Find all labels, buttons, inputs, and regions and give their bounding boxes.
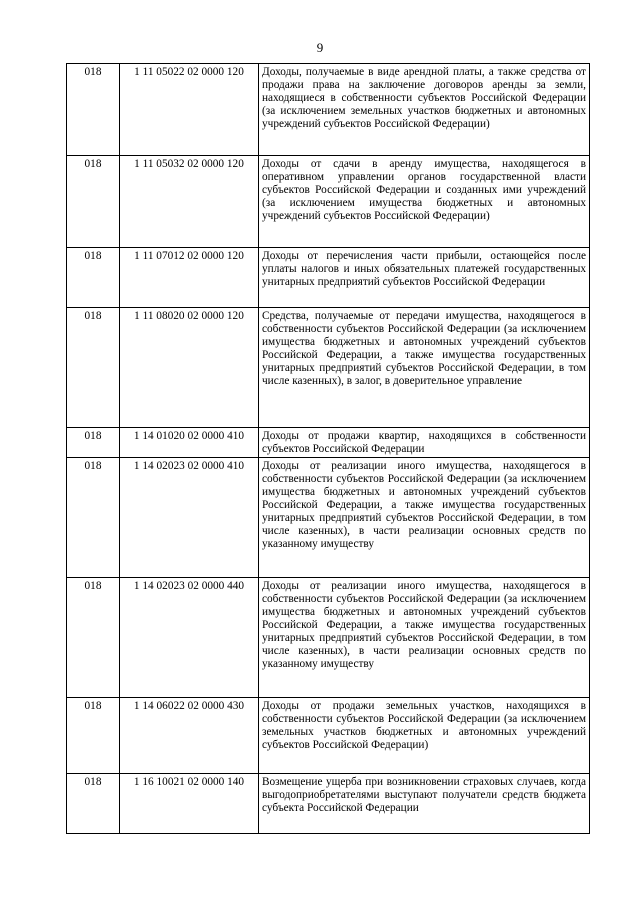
- table-row: [67, 428, 590, 458]
- revenue-description-cell: Доходы от реализации иного имущества, находящегося в собственности субъектов Российской Федерации (за исключением имущества бюджетных и автономных учреждений субъектов Российской Федерации, а также имущества государственных унитарных предприятий субъектов Российской Федерации, в том числе казенных), в части реализации основных средств по указанному имуществу: [259, 578, 590, 698]
- budget-classification-code-cell: 1 14 02023 02 0000 440: [120, 578, 259, 698]
- admin-code-cell: 018: [67, 308, 120, 428]
- revenue-description-cell: Доходы от продажи земельных участков, находящихся в собственности субъектов Российской Федерации (за исключением земельных участков бюджетных и автономных учреждений субъектов Российской Федерации): [259, 698, 590, 774]
- table-row: [67, 698, 590, 774]
- table-row: [67, 578, 590, 698]
- admin-code-cell: 018: [67, 248, 120, 308]
- budget-classification-code-cell: 1 11 05022 02 0000 120: [120, 64, 259, 156]
- revenue-codes-table: [66, 63, 590, 834]
- budget-classification-code-cell: 1 14 06022 02 0000 430: [120, 698, 259, 774]
- budget-classification-code-cell: 1 14 02023 02 0000 410: [120, 458, 259, 578]
- admin-code-cell: 018: [67, 458, 120, 578]
- budget-classification-code-cell: 1 16 10021 02 0000 140: [120, 774, 259, 834]
- budget-classification-code-cell: 1 11 08020 02 0000 120: [120, 308, 259, 428]
- page-number: 9: [316, 40, 324, 55]
- revenue-description-cell: Доходы от продажи квартир, находящихся в собственности субъектов Российской Федерации: [259, 428, 590, 458]
- revenue-description-cell: Доходы, получаемые в виде арендной платы, а также средства от продажи права на заключение договоров аренды за земли, находящиеся в собственности субъектов Российской Федерации (за исключением земельных участков бюджетных и автономных учреждений субъектов Российской Федерации): [259, 64, 590, 156]
- table-row: [67, 156, 590, 248]
- admin-code-cell: 018: [67, 156, 120, 248]
- revenue-description-cell: Возмещение ущерба при возникновении страховых случаев, когда выгодоприобретателями выступают получатели средств бюджета субъекта Российской Федерации: [259, 774, 590, 834]
- admin-code-cell: 018: [67, 698, 120, 774]
- admin-code-cell: 018: [67, 578, 120, 698]
- budget-classification-code-cell: 1 14 01020 02 0000 410: [120, 428, 259, 458]
- revenue-description-cell: Доходы от сдачи в аренду имущества, находящегося в оперативном управлении органов государственной власти субъектов Российской Федерации и созданных ими учреждений (за исключением имущества бюджетных и автономных учреждений субъектов Российской Федерации): [259, 156, 590, 248]
- budget-classification-code-cell: 1 11 05032 02 0000 120: [120, 156, 259, 248]
- table-row: [67, 64, 590, 156]
- admin-code-cell: 018: [67, 64, 120, 156]
- table-row: [67, 248, 590, 308]
- table-row: [67, 308, 590, 428]
- admin-code-cell: 018: [67, 774, 120, 834]
- revenue-description-cell: Доходы от перечисления части прибыли, остающейся после уплаты налогов и иных обязательных платежей государственных унитарных предприятий субъектов Российской Федерации: [259, 248, 590, 308]
- revenue-description-cell: Средства, получаемые от передачи имущества, находящегося в собственности субъектов Российской Федерации (за исключением имущества бюджетных и автономных учреждений субъектов Российской Федерации, а также имущества государственных унитарных предприятий субъектов Российской Федерации, в том числе казенных), в залог, в доверительное управление: [259, 308, 590, 428]
- budget-classification-code-cell: 1 11 07012 02 0000 120: [120, 248, 259, 308]
- table-row: [67, 774, 590, 834]
- revenue-description-cell: Доходы от реализации иного имущества, находящегося в собственности субъектов Российской Федерации (за исключением имущества бюджетных и автономных учреждений субъектов Российской Федерации, а также имущества государственных унитарных предприятий субъектов Российской Федерации, в том числе казенных), в части реализации основных средств по указанному имуществу: [259, 458, 590, 578]
- admin-code-cell: 018: [67, 428, 120, 458]
- table-row: [67, 458, 590, 578]
